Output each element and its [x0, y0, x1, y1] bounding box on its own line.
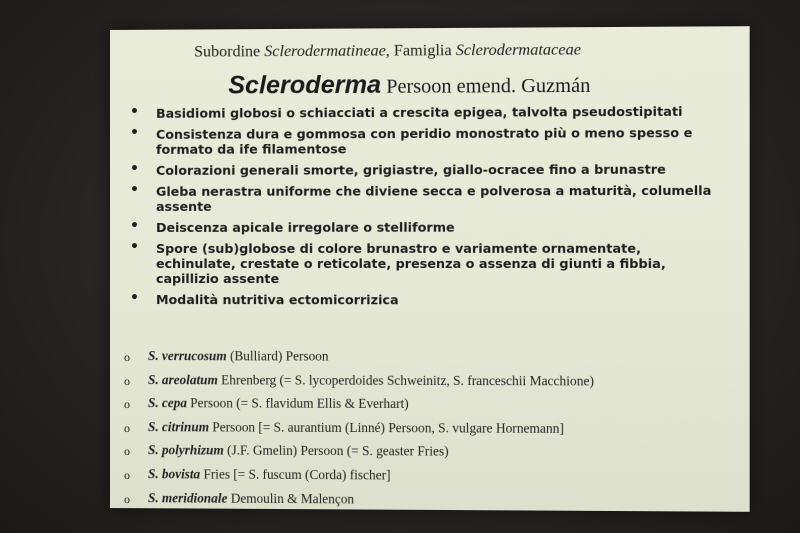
species-name: S. citrinum [148, 418, 210, 435]
species-name: S. bovista [148, 466, 201, 482]
bullet-text: Deiscenza apicale irregolare o stelliforme [156, 219, 455, 235]
bullet-icon: • [129, 238, 139, 255]
list-item [116, 372, 735, 390]
list-item [116, 466, 735, 485]
list-item [128, 161, 727, 178]
species-authority: Demoulin & Malençon [227, 490, 355, 506]
species-authority: Fries [= S. fuscum (Corda) fischer] [200, 466, 391, 483]
species-authority: Persoon (= S. flavidum Ellis & Everhart) [186, 395, 409, 412]
bullet-icon: • [129, 160, 139, 177]
species-name: S. cepa [148, 395, 187, 411]
list-item [128, 219, 727, 235]
bullet-text: Consistenza dura e gommosa con peridio monostrato più o meno spesso e formato da ife filamentose [156, 124, 693, 157]
list-item [116, 419, 735, 438]
slide-subtitle [194, 41, 581, 61]
bullet-icon: • [129, 103, 139, 120]
family-name: Sclerodermataceae [455, 41, 582, 60]
list-item [116, 490, 735, 510]
projection-screen [110, 26, 750, 512]
circle-bullet-icon: o [123, 444, 130, 459]
species-authority: (Bulliard) Persoon [226, 348, 329, 364]
species-authority: Persoon [= S. aurantium (Linné) Persoon, S. vulgare Hornemann] [209, 419, 564, 436]
bullet-icon: • [129, 124, 139, 141]
circle-bullet-icon: o [123, 397, 130, 412]
subtitle-middle: , Famiglia [385, 42, 456, 60]
characteristics-list [128, 103, 727, 313]
list-item [116, 348, 735, 365]
genus-author: Persoon emend. Guzmán [381, 74, 591, 98]
suborder-name: Sclerodermatineae [264, 42, 386, 61]
circle-bullet-icon: o [123, 373, 130, 388]
bullet-text: Modalità nutritiva ectomicorrizica [156, 292, 399, 308]
species-name: S. polyrhizum [148, 442, 224, 458]
species-authority: (J.F. Gmelin) Persoon (= S. geaster Fries) [223, 442, 449, 459]
list-item [128, 125, 727, 157]
circle-bullet-icon: o [123, 468, 130, 483]
list-item [128, 183, 727, 214]
bullet-text: Gleba nerastra uniforme che diviene secca e polverosa a maturità, columella assente [156, 182, 712, 214]
circle-bullet-icon: o [123, 350, 130, 365]
bullet-text: Colorazioni generali smorte, grigiastre, giallo-ocracee fino a brunastre [156, 161, 666, 178]
bullet-text: Spore (sub)globose di colore brunastro e variamente ornamentate, echinulate, crestate o reticolate, presenza o assenza di giunti a fibbia, capillizio assente [156, 240, 666, 287]
list-item [128, 103, 727, 120]
species-name: S. areolatum [148, 371, 218, 387]
list-item [116, 395, 735, 413]
subtitle-prefix: Subordine [194, 43, 265, 61]
circle-bullet-icon: o [123, 420, 130, 435]
genus-name: Scleroderma [228, 70, 382, 100]
bullet-icon: • [129, 181, 139, 198]
bullet-text: Basidiomi globosi o schiacciati a crescita epigea, talvolta pseudostipitati [156, 103, 683, 121]
species-authority: Ehrenberg (= S. lycoperdoides Schweinitz, S. franceschii Macchione) [217, 371, 594, 389]
circle-bullet-icon: o [123, 491, 130, 506]
species-name: S. verrucosum [148, 348, 227, 364]
slide-title [228, 70, 590, 101]
list-item [128, 238, 727, 287]
list-item [116, 442, 735, 461]
list-item [128, 292, 727, 308]
bullet-icon: • [129, 217, 139, 234]
species-list [116, 348, 735, 517]
bullet-icon: • [129, 290, 139, 307]
species-name: S. meridionale [148, 489, 228, 506]
